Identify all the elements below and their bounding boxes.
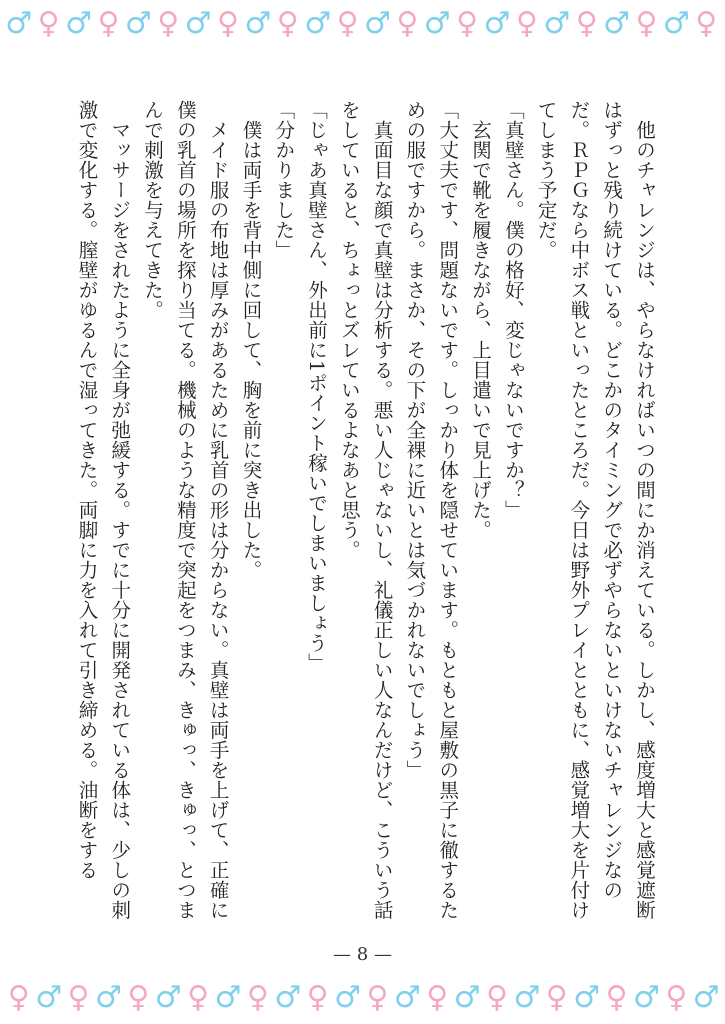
- male-symbol-icon: ♂: [513, 980, 541, 1015]
- female-symbol-icon: ♀: [426, 980, 449, 1015]
- female-symbol-icon: ♀: [217, 6, 239, 41]
- male-symbol-icon: ♂: [274, 980, 302, 1015]
- male-symbol-icon: ♂: [334, 980, 361, 1015]
- male-symbol-icon: ♂: [662, 6, 690, 41]
- female-symbol-icon: ♀: [605, 980, 628, 1015]
- female-symbol-icon: ♀: [67, 980, 90, 1015]
- paragraph: 「真壁さん。僕の格好、変じゃないですか？」: [501, 100, 525, 520]
- male-symbol-icon: ♂: [214, 980, 242, 1015]
- female-symbol-icon: ♀: [665, 980, 688, 1015]
- male-symbol-icon: ♂: [304, 6, 332, 41]
- female-symbol-icon: ♀: [695, 6, 718, 41]
- male-symbol-icon: ♂: [603, 6, 631, 41]
- male-symbol-icon: ♂: [5, 6, 33, 41]
- male-symbol-icon: ♂: [573, 980, 601, 1015]
- paragraph: 玄関で靴を履きながら、上目遣いで見上げた。: [469, 100, 493, 540]
- female-symbol-icon: ♀: [306, 980, 329, 1015]
- male-symbol-icon: ♂: [543, 6, 571, 41]
- male-symbol-icon: ♂: [393, 980, 421, 1015]
- female-symbol-icon: ♀: [635, 6, 658, 41]
- female-symbol-icon: ♀: [127, 980, 150, 1015]
- female-symbol-icon: ♀: [246, 980, 269, 1015]
- bottom-border: [0, 976, 725, 1020]
- male-symbol-icon: ♂: [94, 980, 122, 1015]
- female-symbol-icon: ♀: [336, 6, 359, 41]
- paragraph: 「分かりました」: [272, 100, 296, 260]
- male-symbol-icon: ♂: [453, 980, 481, 1015]
- female-symbol-icon: ♀: [97, 6, 120, 41]
- body-text: [70, 100, 660, 920]
- female-symbol-icon: ♀: [456, 6, 479, 41]
- male-symbol-icon: ♂: [65, 6, 92, 41]
- paragraph: メイド服の布地は厚みがあるために乳首の形は分からない。真壁は両手を上げて、正確に僕の乳首の場所を探り当てる。機械のような精度で突起をつまみ、きゅっ、きゅっ、とつまんで刺激を与えてきた。: [141, 100, 230, 920]
- male-symbol-icon: ♂: [124, 6, 152, 41]
- male-symbol-icon: ♂: [692, 980, 720, 1015]
- female-symbol-icon: ♀: [486, 980, 508, 1015]
- male-symbol-icon: ♂: [244, 6, 272, 41]
- female-symbol-icon: ♀: [37, 6, 60, 41]
- female-symbol-icon: ♀: [366, 980, 389, 1015]
- male-symbol-icon: ♂: [423, 6, 451, 41]
- paragraph: 真面目な顔で真壁は分析する。悪い人じゃないし、礼儀正しい人なんだけど、こういう話をしていると、ちょっとズレているよなあと思う。: [337, 100, 394, 920]
- male-symbol-icon: ♂: [35, 980, 63, 1015]
- paragraph: 僕は両手を背中側に回して、胸を前に突き出した。: [239, 100, 263, 580]
- male-symbol-icon: ♂: [154, 980, 182, 1015]
- male-symbol-icon: ♂: [483, 6, 511, 41]
- paragraph: 他のチャレンジは、やらなければいつの間にか消えている。しかし、感度増大と感覚遮断はずっと残り続けている。どこかのタイミングで必ずやらないといけないチャレンジなのだ。ＲＰＧなら中ボス戦といったところだ。今日は野外プレイとともに、感覚増大を片付けてしまう予定だ。: [534, 100, 656, 920]
- female-symbol-icon: ♀: [575, 6, 598, 41]
- top-border: [0, 2, 725, 46]
- female-symbol-icon: ♀: [157, 6, 180, 41]
- female-symbol-icon: ♀: [545, 980, 568, 1015]
- male-symbol-icon: ♂: [184, 6, 212, 41]
- male-symbol-icon: ♂: [363, 6, 391, 41]
- paragraph: 「大丈夫です、問題ないです。しっかり体を隠せています。もともと屋敷の黒子に徹するための服ですから。まさか、その下が全裸に近いとは気づかれないでしょう」: [403, 100, 460, 920]
- male-symbol-icon: ♂: [633, 980, 660, 1015]
- paragraph: マッサージをされたように全身が弛緩する。すでに十分に開発されている体は、少しの刺激で変化する。膣壁がゆるんで湿ってきた。両脚に力を入れて引き締める。油断をする: [75, 100, 132, 920]
- page-number: — 8 —: [333, 944, 392, 965]
- female-symbol-icon: ♀: [276, 6, 299, 41]
- female-symbol-icon: ♀: [396, 6, 419, 41]
- paragraph: 「じゃあ真壁さん、外出前に1ポイント稼いでしまいましょう」: [305, 100, 329, 673]
- female-symbol-icon: ♀: [187, 980, 210, 1015]
- female-symbol-icon: ♀: [515, 6, 538, 41]
- female-symbol-icon: ♀: [7, 980, 30, 1015]
